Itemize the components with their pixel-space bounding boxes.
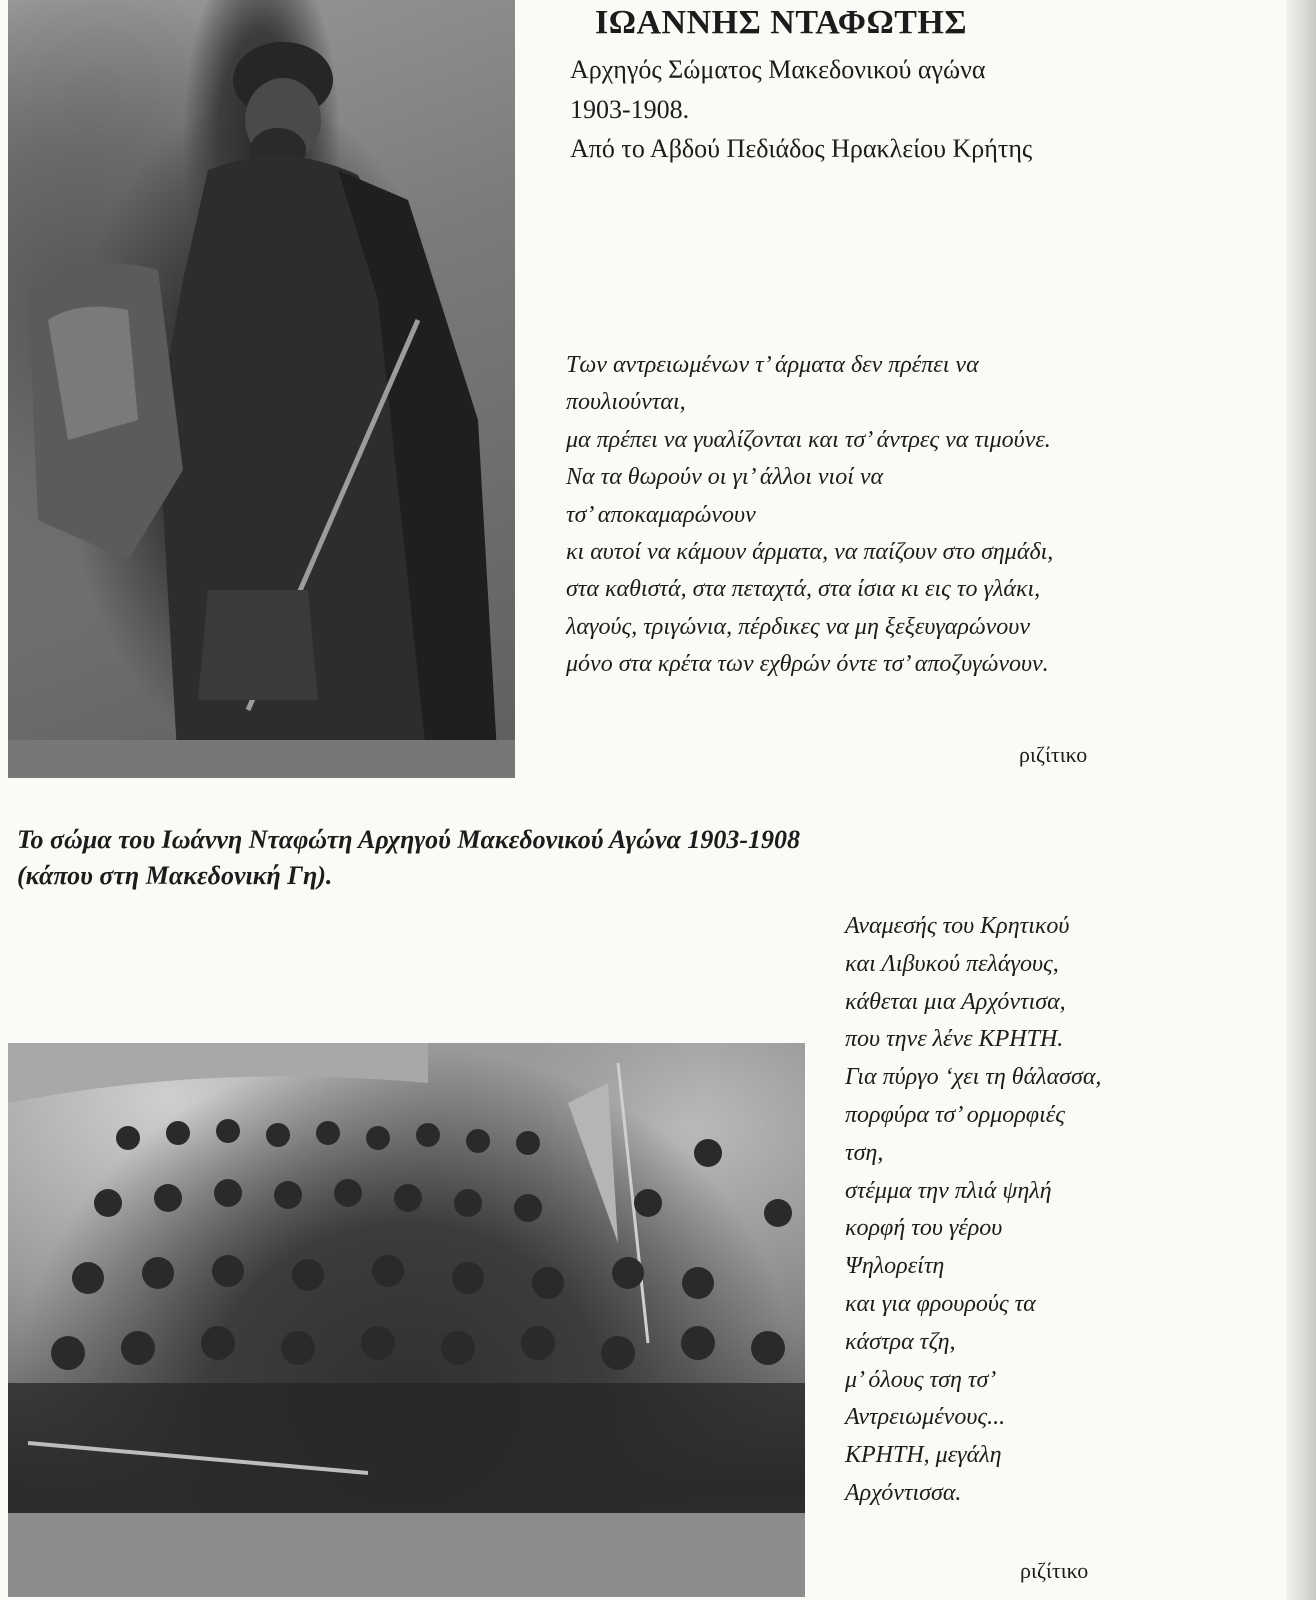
poem-line: μ’ όλους τση τσ’: [845, 1366, 997, 1393]
subtitle-role: Αρχηγός Σώματος Μακεδονικού αγώνα: [570, 55, 986, 84]
poem-line: κορφή του γέρου: [845, 1215, 1003, 1242]
poem-line: που τηνε λένε ΚΡΗΤΗ.: [845, 1026, 1064, 1053]
poem-line: και για φρουρούς τα: [845, 1290, 1036, 1317]
poem-rizitiko-2: [845, 908, 1101, 1513]
caption-line-2: (κάπου στη Μακεδονική Γη).: [17, 861, 333, 890]
poem-line: μόνο στα κρέτα των εχθρών όντε τσ’ αποζυγώνουν.: [566, 651, 1049, 678]
page-edge-shadow: [1286, 0, 1316, 1600]
portrait-figure-graphic: [8, 0, 515, 778]
portrait-photo: [8, 0, 515, 778]
poem-line: Να τα θωρούν οι γι’ άλλοι νιοί να: [566, 464, 884, 491]
poem-line: Των αντρειωμένων τ’ άρματα δεν πρέπει να: [566, 352, 979, 378]
caption-line-1: Το σώμα του Ιωάννη Νταφώτη Αρχηγού Μακεδονικού Αγώνα 1903-1908: [17, 825, 801, 854]
poem-line: μα πρέπει να γυαλίζονται και τσ’ άντρες να τιμούνε.: [566, 426, 1051, 453]
poem-line: πορφύρα τσ’ ορμορφιές: [845, 1101, 1065, 1128]
group-photo: [8, 1043, 805, 1597]
poem-line: κάστρα τζη,: [845, 1328, 956, 1355]
page-title: ΙΩΑΝΝΗΣ ΝΤΑΦΩΤΗΣ: [595, 4, 968, 41]
poem-line: τση,: [845, 1139, 884, 1166]
poem-line: τσ’ αποκαμαρώνουν: [566, 501, 756, 528]
poem-line: κι αυτοί να κάμουν άρματα, να παίζουν στο σημάδι,: [566, 539, 1054, 566]
poem-line: Ψηλορείτη: [845, 1253, 945, 1280]
poem-line: Αρχόντισσα.: [845, 1479, 962, 1506]
poem-line: Αναμεσής του Κρητικού: [845, 913, 1070, 939]
poem-line: στέμμα την πλιά ψηλή: [845, 1177, 1052, 1204]
poem-line: Για πύργο ‘χει τη θάλασσα,: [845, 1064, 1102, 1091]
poem-line: και Λιβυκού πελάγους,: [845, 950, 1059, 977]
poem2-source: ριζίτικο: [1020, 1558, 1089, 1583]
poem-rizitiko-1: [566, 347, 1053, 684]
poem-line: πουλιούνται,: [566, 389, 686, 416]
poem-line: κάθεται μια Αρχόντισα,: [845, 988, 1066, 1015]
poem-line: ΚΡΗΤΗ, μεγάλη: [845, 1442, 1002, 1469]
group-photo-graphic: [8, 1043, 805, 1597]
subtitle-origin: Από το Αβδού Πεδιάδος Ηρακλείου Κρήτης: [570, 134, 1033, 163]
poem-line: λαγούς, τριγώνια, πέρδικες να μη ξεξευγαρώνουν: [566, 613, 1030, 640]
poem-line: στα καθιστά, στα πεταχτά, στα ίσια κι εις το γλάκι,: [566, 576, 1041, 603]
subtitle-years: 1903-1908.: [570, 95, 690, 124]
group-photo-caption: [17, 822, 800, 894]
poem-line: Αντρειωμένους...: [845, 1404, 1006, 1431]
poem1-source: ριζίτικο: [1019, 742, 1088, 767]
